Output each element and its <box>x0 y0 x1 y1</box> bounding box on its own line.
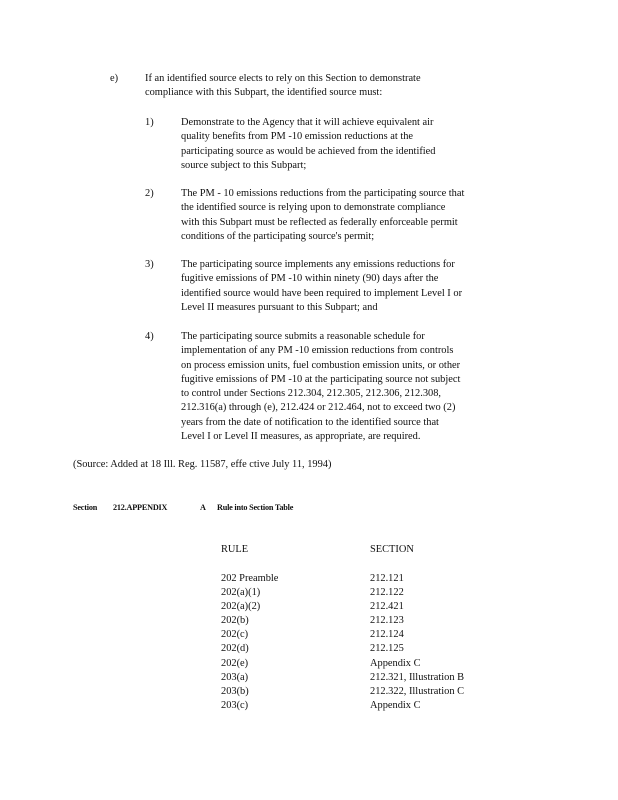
table-cell-section: Appendix C <box>370 699 421 711</box>
subitem-4-text <box>181 330 460 444</box>
table-cell-section: 212.123 <box>370 615 404 627</box>
rule-column <box>221 572 278 713</box>
heading-section-label: Section <box>73 503 98 512</box>
table-cell-rule: 203(b) <box>221 685 249 697</box>
text-line: The participating source implements any emissions reductions for <box>181 259 455 270</box>
text-line: The participating source submits a reasonable schedule for <box>181 331 425 342</box>
heading-appendix-number: 212.APPENDIX <box>113 503 168 512</box>
table-header-section: SECTION <box>370 544 414 555</box>
table-cell-section: 212.321, Illustration B <box>370 671 465 683</box>
text-line: Level II measures pursuant to this Subpart; and <box>181 301 378 313</box>
item-e-text <box>145 72 421 101</box>
subitem-2-marker: 2) <box>145 188 154 199</box>
table-cell-section: 212.421 <box>370 601 404 613</box>
table-cell-rule: 202(b) <box>221 615 249 627</box>
table-header-rule: RULE <box>221 544 249 555</box>
table-cell-rule: 202(a)(1) <box>221 587 261 599</box>
text-line: implementation of any PM -10 emission reductions from controls <box>181 345 454 357</box>
subitem-4-marker: 4) <box>145 331 154 342</box>
text-line: on process emission units, fuel combustion emission units, or other <box>181 359 461 371</box>
table-cell-rule: 202(c) <box>221 629 249 641</box>
text-line: quality benefits from PM -10 emission reductions at the <box>181 131 414 143</box>
text-line: identified source would have been required to implement Level I or <box>181 287 463 299</box>
section-column <box>370 572 464 713</box>
heading-appendix-letter: A <box>200 503 206 512</box>
table-cell-section: Appendix C <box>370 657 421 669</box>
subitem-3-text <box>181 258 462 315</box>
table-cell-section: 212.124 <box>370 629 404 641</box>
text-line: participating source as would be achieved from the identified <box>181 145 436 157</box>
table-cell-rule: 202(d) <box>221 643 249 655</box>
subitem-1-text <box>181 116 435 173</box>
text-line: conditions of the participating source's permit; <box>181 230 375 242</box>
table-cell-rule: 203(c) <box>221 699 249 711</box>
text-line: If an identified source elects to rely on this Section to demonstrate <box>145 73 421 84</box>
table-cell-section: 212.121 <box>370 573 404 584</box>
text-line: compliance with this Subpart, the identified source must: <box>145 87 383 99</box>
text-line: source subject to this Subpart; <box>181 159 307 171</box>
text-line: years from the date of notification to the identified source that <box>181 416 439 428</box>
text-line: fugitive emissions of PM -10 within ninety (90) days after the <box>181 273 439 285</box>
text-line: with this Subpart must be reflected as federally enforceable permit <box>181 216 458 228</box>
subitem-3-marker: 3) <box>145 259 154 270</box>
table-cell-section: 212.122 <box>370 587 404 599</box>
text-line: fugitive emissions of PM -10 at the participating source not subject <box>181 373 461 385</box>
text-line: to control under Sections 212.304, 212.305, 212.306, 212.308, <box>181 388 442 400</box>
table-cell-section: 212.125 <box>370 643 404 655</box>
text-line: the identified source is relying upon to demonstrate compliance <box>181 202 446 214</box>
table-cell-rule: 202(e) <box>221 657 249 669</box>
item-e-marker: e) <box>110 73 119 84</box>
source-note: (Source: Added at 18 Ill. Reg. 11587, effe ctive July 11, 1994) <box>73 459 332 470</box>
table-cell-section: 212.322, Illustration C <box>370 685 465 697</box>
text-line: Demonstrate to the Agency that it will achieve equivalent air <box>181 117 434 128</box>
text-line: Level I or Level II measures, as appropriate, are required. <box>181 431 421 443</box>
text-line: 212.316(a) through (e), 212.424 or 212.464, not to exceed two (2) <box>181 402 456 414</box>
text-line: The PM - 10 emissions reductions from the participating source that <box>181 188 465 199</box>
table-cell-rule: 202 Preamble <box>221 573 279 584</box>
heading-title: Rule into Section Table <box>217 503 294 512</box>
table-cell-rule: 203(a) <box>221 671 249 683</box>
table-cell-rule: 202(a)(2) <box>221 601 261 613</box>
subitem-1-marker: 1) <box>145 117 154 128</box>
subitem-2-text <box>181 187 464 244</box>
